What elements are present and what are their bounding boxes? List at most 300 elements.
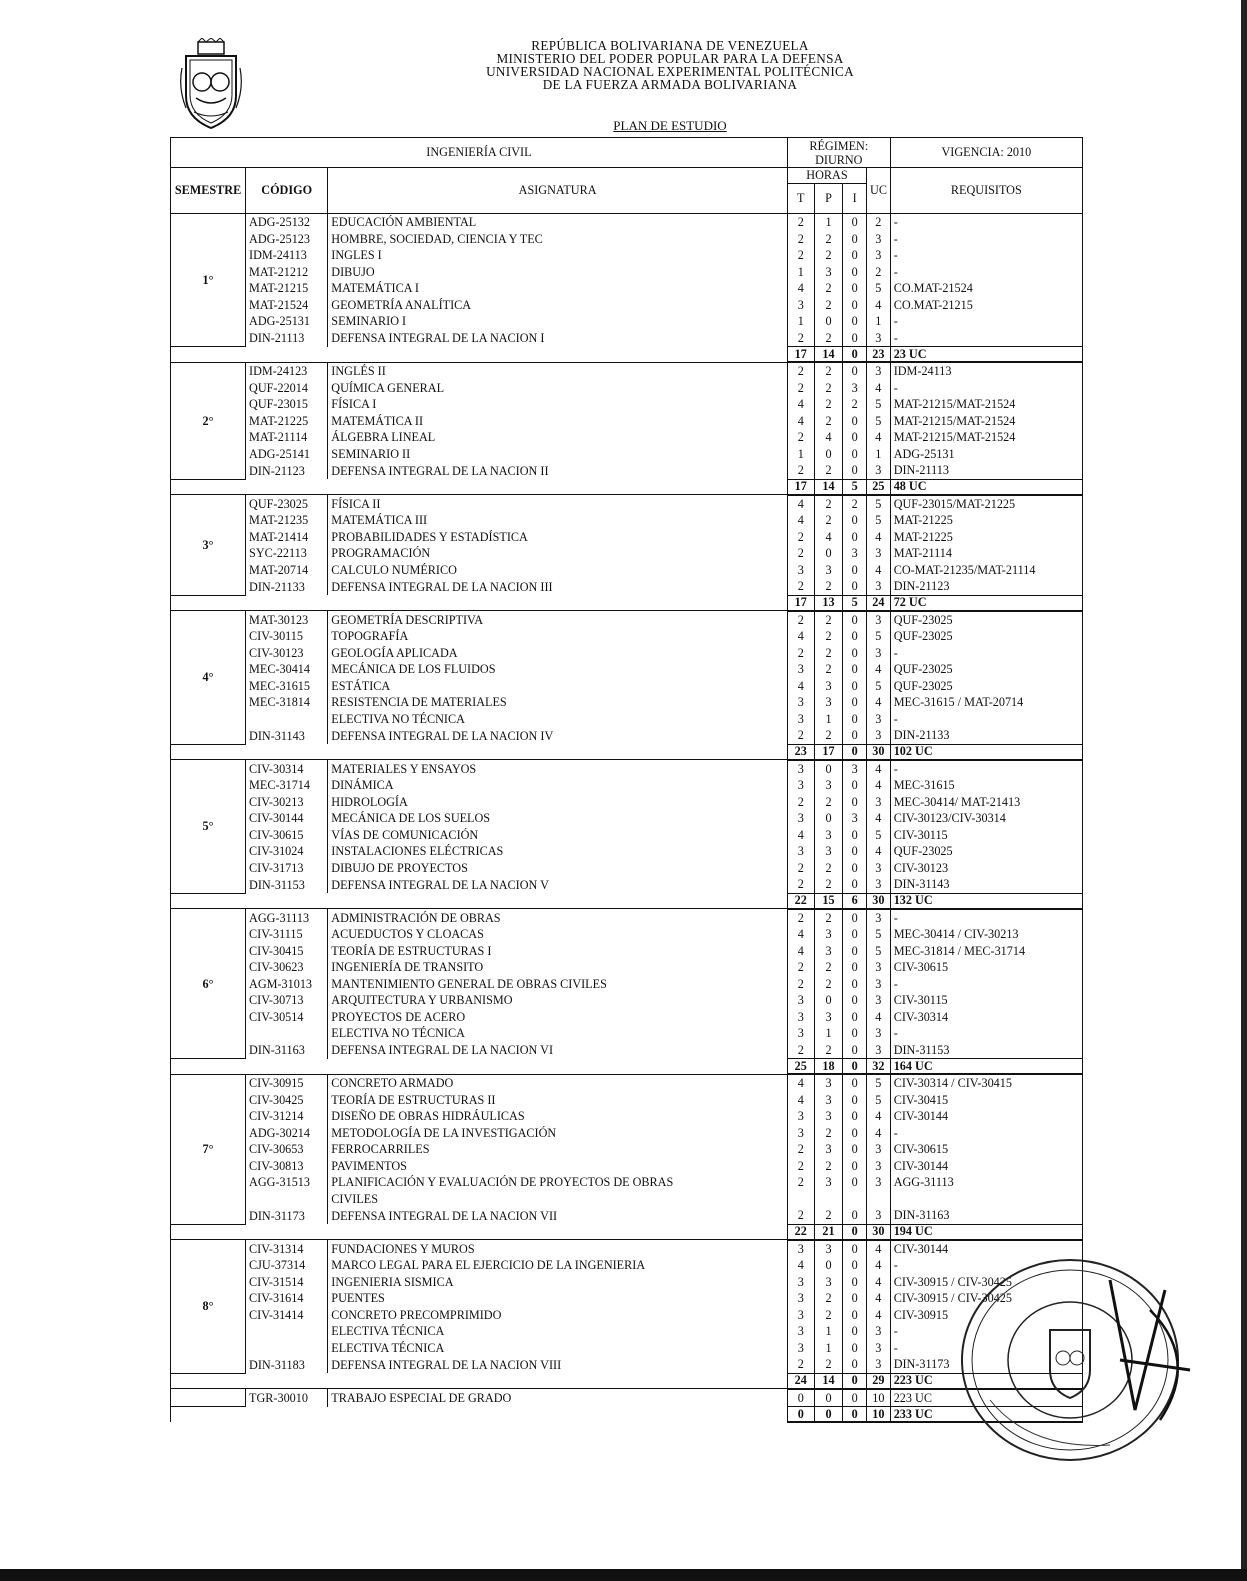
hours-t: 2: [787, 231, 814, 248]
course-code: CIV-31214: [246, 1108, 328, 1125]
total-spacer: [171, 1407, 788, 1423]
credit-units: 3: [867, 727, 891, 744]
hours-t: 3: [787, 1340, 814, 1357]
course-code: [246, 1323, 328, 1340]
requirements: -: [890, 313, 1082, 330]
hours-t: 4: [787, 827, 814, 844]
credit-units: 4: [867, 1274, 891, 1291]
total-i: 6: [843, 893, 867, 909]
credit-units: 3: [867, 247, 891, 264]
course-code: AGM-31013: [246, 976, 328, 993]
course-name: PLANIFICACIÓN Y EVALUACIÓN DE PROYECTOS DE OBRAS: [328, 1174, 788, 1191]
requirements: QUF-23015/MAT-21225: [890, 495, 1082, 513]
cumulative-uc: 102 UC: [890, 744, 1082, 760]
hours-p: 3: [814, 843, 843, 860]
course-name: ARQUITECTURA Y URBANISMO: [328, 992, 788, 1009]
hours-i: 0: [843, 1092, 867, 1109]
table-row: [171, 810, 1083, 827]
course-name: EDUCACIÓN AMBIENTAL: [328, 214, 788, 231]
hours-p: 3: [814, 1274, 843, 1291]
requirements: -: [890, 264, 1082, 281]
hours-t: 2: [787, 1042, 814, 1059]
semester-label: 4°: [171, 611, 246, 745]
total-p: 15: [814, 893, 843, 909]
requirements: CO.MAT-21524: [890, 280, 1082, 297]
table-row: [171, 959, 1083, 976]
course-name: ÁLGEBRA LINEAL: [328, 429, 788, 446]
hours-i: 2: [843, 495, 867, 513]
table-row: [171, 495, 1083, 513]
course-code: DIN-21133: [246, 578, 328, 595]
credit-units: 5: [867, 1092, 891, 1109]
table-row: [171, 512, 1083, 529]
header-line-2: MINISTERIO DEL PODER POPULAR PARA LA DEFENSA: [496, 51, 844, 66]
credit-units: 4: [867, 777, 891, 794]
credit-units: 4: [867, 1307, 891, 1324]
course-name: DEFENSA INTEGRAL DE LA NACION VI: [328, 1042, 788, 1059]
course-code: ADG-25131: [246, 313, 328, 330]
hours-t: 3: [787, 1025, 814, 1042]
hours-t: 2: [787, 611, 814, 629]
requirements: [890, 1191, 1082, 1208]
table-row: [171, 711, 1083, 728]
col-t: T: [787, 184, 814, 214]
course-code: MAT-21225: [246, 413, 328, 430]
course-code: CIV-30813: [246, 1158, 328, 1175]
semester-total-row: [171, 1059, 1083, 1075]
total-uc: 23: [867, 347, 891, 363]
course-name: MECÁNICA DE LOS FLUIDOS: [328, 661, 788, 678]
total-t: 24: [787, 1373, 814, 1389]
hours-t: 2: [787, 876, 814, 893]
hours-p: 1: [814, 214, 843, 231]
requirements: MAT-21215/MAT-21524: [890, 413, 1082, 430]
total-p: 0: [814, 1407, 843, 1423]
hours-p: 1: [814, 1323, 843, 1340]
cumulative-uc: 132 UC: [890, 893, 1082, 909]
requirements: MAT-21215/MAT-21524: [890, 396, 1082, 413]
credit-units: 5: [867, 495, 891, 513]
course-name: TEORÍA DE ESTRUCTURAS I: [328, 943, 788, 960]
hours-p: 3: [814, 1240, 843, 1258]
course-code: IDM-24123: [246, 362, 328, 380]
hours-i: 0: [843, 264, 867, 281]
hours-p: 2: [814, 959, 843, 976]
requirements: CIV-30144: [890, 1240, 1082, 1258]
course-name: DEFENSA INTEGRAL DE LA NACION V: [328, 876, 788, 893]
requirements: CIV-30144: [890, 1108, 1082, 1125]
cumulative-uc: 233 UC: [890, 1407, 1082, 1423]
header-line-3: UNIVERSIDAD NACIONAL EXPERIMENTAL POLITÉCNICA: [486, 64, 854, 79]
hours-i: 0: [843, 1240, 867, 1258]
total-i: 0: [843, 1224, 867, 1240]
course-code: CIV-30623: [246, 959, 328, 976]
hours-i: 3: [843, 810, 867, 827]
hours-p: 2: [814, 247, 843, 264]
cumulative-uc: 164 UC: [890, 1059, 1082, 1075]
hours-p: 2: [814, 330, 843, 347]
hours-p: 2: [814, 396, 843, 413]
course-name: SEMINARIO I: [328, 313, 788, 330]
requirements: CIV-30123/CIV-30314: [890, 810, 1082, 827]
table-row: [171, 231, 1083, 248]
hours-p: 0: [814, 760, 843, 778]
course-code: CIV-30123: [246, 645, 328, 662]
table-row: [171, 1207, 1083, 1224]
requirements: -: [890, 1125, 1082, 1142]
hours-t: 3: [787, 694, 814, 711]
university-crest-icon: [178, 38, 244, 130]
table-row: [171, 1074, 1083, 1092]
course-code: ADG-25123: [246, 231, 328, 248]
credit-units: 4: [867, 1108, 891, 1125]
cumulative-uc: 48 UC: [890, 479, 1082, 495]
course-name: PROBABILIDADES Y ESTADÍSTICA: [328, 529, 788, 546]
table-row: [171, 827, 1083, 844]
credit-units: 3: [867, 1158, 891, 1175]
hours-p: 3: [814, 1141, 843, 1158]
requirements: AGG-31113: [890, 1174, 1082, 1191]
hours-p: 2: [814, 512, 843, 529]
credit-units: 3: [867, 611, 891, 629]
table-row: [171, 1158, 1083, 1175]
hours-t: 2: [787, 959, 814, 976]
requirements: CIV-30415: [890, 1092, 1082, 1109]
course-name: SEMINARIO II: [328, 446, 788, 463]
credit-units: 3: [867, 959, 891, 976]
plan-title: PLAN DE ESTUDIO: [613, 118, 727, 133]
hours-i: 0: [843, 794, 867, 811]
credit-units: 3: [867, 794, 891, 811]
table-row: [171, 214, 1083, 231]
course-name: MECÁNICA DE LOS SUELOS: [328, 810, 788, 827]
hours-p: 1: [814, 711, 843, 728]
vigencia-label: VIGENCIA: 2010: [890, 138, 1082, 168]
hours-i: 0: [843, 661, 867, 678]
requirements: -: [890, 1340, 1082, 1357]
credit-units: 3: [867, 876, 891, 893]
hours-i: 0: [843, 1323, 867, 1340]
hours-i: 0: [843, 1340, 867, 1357]
total-t: 25: [787, 1059, 814, 1075]
hours-i: 0: [843, 231, 867, 248]
hours-i: 0: [843, 1108, 867, 1125]
hours-p: 2: [814, 909, 843, 927]
hours-i: 0: [843, 645, 867, 662]
total-t: 17: [787, 595, 814, 611]
credit-units: 5: [867, 628, 891, 645]
hours-t: 2: [787, 909, 814, 927]
course-code: DIN-31153: [246, 876, 328, 893]
course-name: DEFENSA INTEGRAL DE LA NACION I: [328, 330, 788, 347]
hours-i: 0: [843, 247, 867, 264]
credit-units: 4: [867, 1290, 891, 1307]
hours-t: 4: [787, 495, 814, 513]
hours-i: 0: [843, 992, 867, 1009]
table-row: [171, 1356, 1083, 1373]
semester-total-row: [171, 479, 1083, 495]
credit-units: 5: [867, 926, 891, 943]
credit-units: 3: [867, 578, 891, 595]
hours-p: 3: [814, 827, 843, 844]
course-name: INGLÉS II: [328, 362, 788, 380]
hours-t: 2: [787, 429, 814, 446]
hours-t: 4: [787, 1257, 814, 1274]
course-code: CIV-31024: [246, 843, 328, 860]
credit-units: 5: [867, 678, 891, 695]
hours-t: 2: [787, 1158, 814, 1175]
table-row: [171, 1025, 1083, 1042]
table-row: [171, 926, 1083, 943]
requirements: CO-MAT-21235/MAT-21114: [890, 562, 1082, 579]
cumulative-uc: 72 UC: [890, 595, 1082, 611]
hours-t: 2: [787, 362, 814, 380]
course-name: MANTENIMIENTO GENERAL DE OBRAS CIVILES: [328, 976, 788, 993]
course-code: SYC-22113: [246, 545, 328, 562]
course-name: ADMINISTRACIÓN DE OBRAS: [328, 909, 788, 927]
total-t: 22: [787, 893, 814, 909]
course-code: DIN-31173: [246, 1207, 328, 1224]
table-row: [171, 529, 1083, 546]
credit-units: 5: [867, 512, 891, 529]
course-name: ELECTIVA NO TÉCNICA: [328, 1025, 788, 1042]
requirements: CIV-30915 / CIV-30425: [890, 1274, 1082, 1291]
course-code: MAT-21235: [246, 512, 328, 529]
credit-units: 3: [867, 860, 891, 877]
hours-p: 2: [814, 578, 843, 595]
hours-p: 0: [814, 313, 843, 330]
hours-i: 2: [843, 396, 867, 413]
credit-units: 3: [867, 1340, 891, 1357]
total-spacer: [171, 479, 788, 495]
hours-p: 2: [814, 1125, 843, 1142]
hours-i: 0: [843, 926, 867, 943]
hours-i: 0: [843, 313, 867, 330]
course-name: ESTÁTICA: [328, 678, 788, 695]
course-code: DIN-31183: [246, 1356, 328, 1373]
semester-label: 5°: [171, 760, 246, 894]
course-name: HOMBRE, SOCIEDAD, CIENCIA Y TEC: [328, 231, 788, 248]
hours-i: 3: [843, 760, 867, 778]
hours-t: 2: [787, 330, 814, 347]
requirements: -: [890, 1025, 1082, 1042]
total-uc: 25: [867, 479, 891, 495]
semester-total-row: [171, 744, 1083, 760]
course-code: CIV-31614: [246, 1290, 328, 1307]
course-code: CIV-31314: [246, 1240, 328, 1258]
hours-p: 2: [814, 611, 843, 629]
hours-t: 1: [787, 446, 814, 463]
semester-total-row: [171, 1373, 1083, 1389]
table-row: [171, 909, 1083, 927]
hours-p: 0: [814, 1389, 843, 1407]
credit-units: 1: [867, 446, 891, 463]
hours-i: 0: [843, 1207, 867, 1224]
requirements: QUF-23025: [890, 843, 1082, 860]
course-name: ACUEDUCTOS Y CLOACAS: [328, 926, 788, 943]
requirements: -: [890, 711, 1082, 728]
credit-units: 4: [867, 1240, 891, 1258]
table-row: [171, 1009, 1083, 1026]
credit-units: 2: [867, 214, 891, 231]
course-name: DEFENSA INTEGRAL DE LA NACION VII: [328, 1207, 788, 1224]
credit-units: 2: [867, 264, 891, 281]
requirements: CIV-30144: [890, 1158, 1082, 1175]
table-row: [171, 843, 1083, 860]
hours-t: 4: [787, 280, 814, 297]
course-name: MATEMÁTICA I: [328, 280, 788, 297]
hours-i: 0: [843, 711, 867, 728]
table-row: [171, 1307, 1083, 1324]
course-code: ADG-25141: [246, 446, 328, 463]
course-name: QUÍMICA GENERAL: [328, 380, 788, 397]
course-name: ELECTIVA TÉCNICA: [328, 1323, 788, 1340]
col-i: I: [843, 184, 867, 214]
table-row: [171, 545, 1083, 562]
hours-t: 2: [787, 1174, 814, 1191]
credit-units: 5: [867, 413, 891, 430]
total-t: 0: [787, 1407, 814, 1423]
table-row: [171, 562, 1083, 579]
header-line-1: REPÚBLICA BOLIVARIANA DE VENEZUELA: [531, 38, 809, 53]
col-uc: UC: [867, 168, 891, 214]
requirements: -: [890, 231, 1082, 248]
credit-units: 5: [867, 280, 891, 297]
hours-p: 0: [814, 992, 843, 1009]
course-code: ADG-30214: [246, 1125, 328, 1142]
credit-units: 4: [867, 297, 891, 314]
hours-t: 2: [787, 529, 814, 546]
credit-units: 5: [867, 396, 891, 413]
hours-t: 2: [787, 247, 814, 264]
official-seal-icon: [960, 1250, 1212, 1470]
course-name: ELECTIVA NO TÉCNICA: [328, 711, 788, 728]
course-code: DIN-21113: [246, 330, 328, 347]
credit-units: 5: [867, 943, 891, 960]
course-name: FÍSICA I: [328, 396, 788, 413]
hours-i: 0: [843, 1307, 867, 1324]
course-name: FÍSICA II: [328, 495, 788, 513]
course-code: CIV-30115: [246, 628, 328, 645]
hours-p: 2: [814, 976, 843, 993]
hours-p: 3: [814, 943, 843, 960]
hours-i: 0: [843, 1025, 867, 1042]
semester-total-row: [171, 1224, 1083, 1240]
hours-i: 0: [843, 1290, 867, 1307]
credit-units: 3: [867, 1042, 891, 1059]
requirements: MAT-21114: [890, 545, 1082, 562]
course-name: TRABAJO ESPECIAL DE GRADO: [328, 1389, 788, 1407]
hours-i: 0: [843, 876, 867, 893]
requirements: -: [890, 909, 1082, 927]
table-row: [171, 1389, 1083, 1407]
col-p: P: [814, 184, 843, 214]
requirements: MAT-21225: [890, 529, 1082, 546]
course-name: ELECTIVA TÉCNICA: [328, 1340, 788, 1357]
hours-t: [787, 1191, 814, 1208]
course-code: MAT-21524: [246, 297, 328, 314]
hours-t: 4: [787, 943, 814, 960]
credit-units: 3: [867, 1174, 891, 1191]
credit-units: 4: [867, 1009, 891, 1026]
course-code: CIV-30653: [246, 1141, 328, 1158]
course-code: DIN-31143: [246, 727, 328, 744]
table-row: [171, 297, 1083, 314]
table-row: [171, 429, 1083, 446]
table-row: [171, 943, 1083, 960]
hours-i: 0: [843, 562, 867, 579]
hours-i: 0: [843, 678, 867, 695]
requirements: CIV-30915 / CIV-30425: [890, 1290, 1082, 1307]
regimen-label: RÉGIMEN: DIURNO: [787, 138, 890, 168]
course-name: DEFENSA INTEGRAL DE LA NACION VIII: [328, 1356, 788, 1373]
table-row: [171, 678, 1083, 695]
table-row: [171, 1125, 1083, 1142]
semester-label: 7°: [171, 1074, 246, 1224]
credit-units: 3: [867, 1323, 891, 1340]
hours-i: 3: [843, 380, 867, 397]
hours-p: 1: [814, 1340, 843, 1357]
requirements: -: [890, 247, 1082, 264]
course-code: [246, 1191, 328, 1208]
table-row: [171, 727, 1083, 744]
credit-units: 3: [867, 909, 891, 927]
requirements: CIV-30115: [890, 827, 1082, 844]
requirements: -: [890, 1257, 1082, 1274]
hours-i: 0: [843, 694, 867, 711]
hours-i: 0: [843, 1174, 867, 1191]
hours-p: 3: [814, 1074, 843, 1092]
col-semestre: SEMESTRE: [171, 168, 246, 214]
requirements: MEC-31615: [890, 777, 1082, 794]
hours-t: 4: [787, 396, 814, 413]
credit-units: 3: [867, 711, 891, 728]
course-code: DIN-31163: [246, 1042, 328, 1059]
requirements: -: [890, 645, 1082, 662]
hours-i: 0: [843, 843, 867, 860]
col-horas: HORAS: [787, 168, 866, 184]
course-code: CIV-31414: [246, 1307, 328, 1324]
hours-t: 4: [787, 926, 814, 943]
table-row: [171, 661, 1083, 678]
hours-i: 0: [843, 529, 867, 546]
requirements: DIN-21123: [890, 578, 1082, 595]
hours-t: 3: [787, 843, 814, 860]
total-p: 17: [814, 744, 843, 760]
credit-units: 5: [867, 827, 891, 844]
total-uc: 32: [867, 1059, 891, 1075]
credit-units: 4: [867, 380, 891, 397]
hours-i: 0: [843, 214, 867, 231]
course-name: PROYECTOS DE ACERO: [328, 1009, 788, 1026]
total-spacer: [171, 1224, 788, 1240]
course-name: CONCRETO PRECOMPRIMIDO: [328, 1307, 788, 1324]
course-code: MEC-31814: [246, 694, 328, 711]
requirements: -: [890, 760, 1082, 778]
course-name: METODOLOGÍA DE LA INVESTIGACIÓN: [328, 1125, 788, 1142]
hours-t: 2: [787, 578, 814, 595]
credit-units: 3: [867, 231, 891, 248]
hours-t: 2: [787, 645, 814, 662]
course-code: MAT-21114: [246, 429, 328, 446]
requirements: DIN-21113: [890, 462, 1082, 479]
semester-label: 8°: [171, 1240, 246, 1374]
hours-t: 2: [787, 794, 814, 811]
table-row: [171, 330, 1083, 347]
hours-t: 3: [787, 1240, 814, 1258]
course-name: DISEÑO DE OBRAS HIDRÁULICAS: [328, 1108, 788, 1125]
requirements: -: [890, 214, 1082, 231]
